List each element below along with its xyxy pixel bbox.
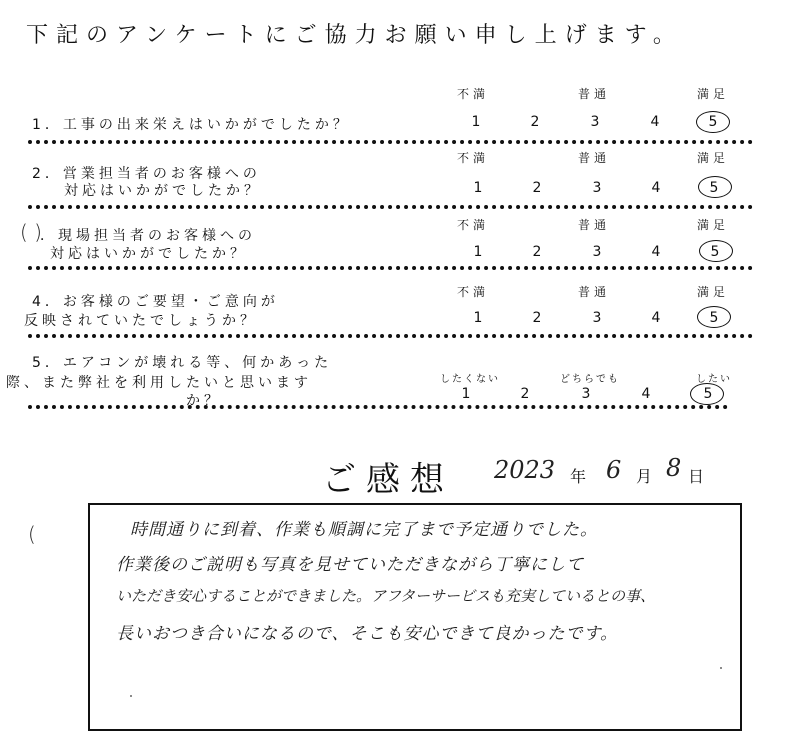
question-text: 5．エアコンが壊れる等、何かあった	[32, 355, 333, 371]
rating-option-5[interactable]: 5	[710, 244, 720, 260]
dotted-divider	[28, 205, 753, 209]
comment-line: 長いおつき合いになるので、そこも安心できて良かったです。	[116, 624, 619, 644]
question-text: 際、また弊社を利用したいと思います	[6, 375, 312, 391]
comment-line: 時間通りに到着、作業も順調に完了まで予定通りでした。	[130, 520, 598, 540]
scale-label-low: 不満	[457, 285, 490, 299]
selected-rating-circle	[699, 240, 733, 262]
rating-option-1[interactable]: 1	[471, 114, 481, 130]
rating-option-3[interactable]: 3	[592, 180, 602, 196]
survey-heading: 下記のアンケートにご協力お願い申し上げます。	[26, 23, 683, 48]
selected-rating-circle	[697, 306, 731, 328]
date-day-unit: 日	[688, 467, 705, 486]
question-text: 1．工事の出来栄えはいかがでしたか？	[32, 117, 351, 133]
date-month: 6	[606, 456, 622, 484]
bracket-mark: (	[28, 522, 36, 546]
rating-option-5[interactable]: 5	[709, 310, 719, 326]
rating-option-3[interactable]: 3	[592, 244, 602, 260]
rating-option-1[interactable]: 1	[461, 386, 471, 402]
dotted-divider	[28, 266, 753, 270]
question-text: ．現場担当者のお客様への	[40, 228, 256, 244]
scale-label-mid: 普通	[578, 285, 611, 299]
date-month-unit: 月	[636, 467, 653, 486]
scale-label-mid: 普通	[578, 218, 611, 232]
rating-option-2[interactable]: 2	[532, 180, 542, 196]
scale-label-low: したくない	[440, 374, 500, 385]
scale-label-high: 満足	[697, 87, 730, 101]
question-text: 4．お客様のご要望・ご意向が	[32, 294, 279, 310]
rating-option-4[interactable]: 4	[650, 114, 660, 130]
dotted-divider	[28, 140, 753, 144]
rating-option-2[interactable]: 2	[532, 310, 542, 326]
question-text: 反映されていたでしょうか？	[24, 313, 258, 329]
impressions-title: ご感想	[322, 460, 454, 500]
scale-label-high: したい	[696, 374, 732, 385]
rating-option-5[interactable]: 5	[708, 114, 718, 130]
paper-speck	[720, 667, 722, 669]
scale-label-mid: どちらでも	[560, 374, 620, 385]
date-year: 2023	[494, 456, 556, 484]
rating-option-3[interactable]: 3	[590, 114, 600, 130]
question-1	[0, 85, 800, 145]
rating-option-1[interactable]: 1	[473, 180, 483, 196]
paper-speck	[130, 695, 132, 697]
date-year-unit: 年	[570, 467, 587, 486]
rating-option-4[interactable]: 4	[651, 310, 661, 326]
rating-option-2[interactable]: 2	[530, 114, 540, 130]
scale-label-low: 不満	[457, 151, 490, 165]
scale-label-high: 満足	[697, 218, 730, 232]
question-text: 対応はいかがでしたか？	[50, 246, 248, 262]
selected-rating-circle	[690, 383, 724, 405]
rating-option-2[interactable]: 2	[532, 244, 542, 260]
scale-label-mid: 普通	[578, 151, 611, 165]
rating-option-3[interactable]: 3	[592, 310, 602, 326]
dotted-divider	[28, 405, 728, 409]
comment-line: 作業後のご説明も写真を見せていただきながら丁寧にして	[116, 555, 584, 575]
rating-option-4[interactable]: 4	[651, 244, 661, 260]
scale-label-mid: 普通	[578, 87, 611, 101]
rating-option-1[interactable]: 1	[473, 310, 483, 326]
rating-option-4[interactable]: 4	[641, 386, 651, 402]
question-text: か？	[186, 393, 222, 409]
rating-option-4[interactable]: 4	[651, 180, 661, 196]
scale-label-high: 満足	[697, 151, 730, 165]
question-text: 2．営業担当者のお客様への	[32, 166, 261, 182]
rating-option-3[interactable]: 3	[581, 386, 591, 402]
scale-label-high: 満足	[697, 285, 730, 299]
scale-label-low: 不満	[457, 218, 490, 232]
rating-option-2[interactable]: 2	[520, 386, 530, 402]
selected-rating-circle	[698, 176, 732, 198]
number-bracket-mark: ( )	[20, 220, 42, 244]
selected-rating-circle	[696, 111, 730, 133]
comment-line: いただき安心することができました。アフターサービスも充実しているとの事、	[116, 587, 655, 605]
dotted-divider	[28, 334, 753, 338]
question-5	[0, 350, 800, 412]
question-2	[0, 149, 800, 209]
rating-option-5[interactable]: 5	[709, 180, 719, 196]
comment-box[interactable]	[88, 503, 742, 731]
rating-option-5[interactable]: 5	[703, 386, 713, 402]
rating-option-1[interactable]: 1	[473, 244, 483, 260]
scale-label-low: 不満	[457, 87, 490, 101]
question-text: 対応はいかがでしたか？	[64, 183, 262, 199]
date-day: 8	[666, 454, 682, 482]
